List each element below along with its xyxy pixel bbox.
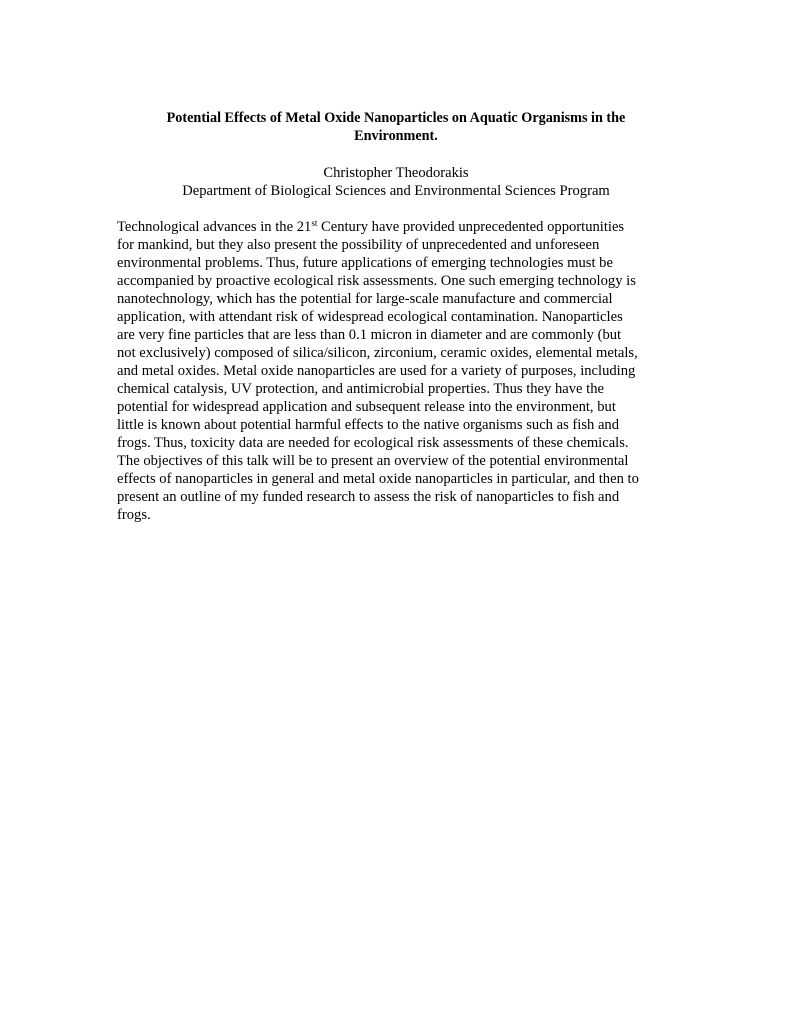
- abstract-line: effects of nanoparticles in general and metal oxide nanoparticles in particular, and then to: [117, 471, 639, 487]
- abstract-line: accompanied by proactive ecological risk assessments. One such emerging technology is: [117, 273, 636, 289]
- abstract-line: frogs. Thus, toxicity data are needed for ecological risk assessments of these chemicals.: [117, 435, 629, 451]
- abstract-line: The objectives of this talk will be to present an overview of the potential environmental: [117, 453, 629, 469]
- abstract-line: little is known about potential harmful effects to the native organisms such as fish and: [117, 417, 620, 433]
- abstract-line: and metal oxides. Metal oxide nanoparticles are used for a variety of purposes, including: [117, 363, 636, 379]
- department-affiliation: Department of Biological Sciences and Environmental Sciences Program: [182, 183, 610, 199]
- abstract-line-1-start: Technological advances in the 21: [117, 219, 312, 235]
- superscript-ordinal: st: [311, 218, 318, 228]
- abstract-line: environmental problems. Thus, future applications of emerging technologies must be: [117, 255, 613, 271]
- abstract-line: present an outline of my funded research to assess the risk of nanoparticles to fish and: [117, 489, 620, 505]
- abstract-line: application, with attendant risk of widespread ecological contamination. Nanoparticles: [117, 309, 623, 325]
- abstract-line-1-end: Century have provided unprecedented opportunities: [317, 219, 625, 235]
- abstract-line: potential for widespread application and subsequent release into the environment, but: [117, 399, 616, 415]
- abstract-line: frogs.: [117, 507, 151, 523]
- title-line-1: Potential Effects of Metal Oxide Nanoparticles on Aquatic Organisms in the: [166, 110, 626, 126]
- abstract-line: not exclusively) composed of silica/silicon, zirconium, ceramic oxides, elemental metals,: [117, 345, 638, 361]
- abstract-line: are very fine particles that are less than 0.1 micron in diameter and are commonly (but: [117, 327, 622, 343]
- abstract-line: nanotechnology, which has the potential for large-scale manufacture and commercial: [117, 291, 613, 307]
- abstract-line: for mankind, but they also present the possibility of unprecedented and unforeseen: [117, 237, 600, 253]
- abstract-line: chemical catalysis, UV protection, and antimicrobial properties. Thus they have the: [117, 381, 604, 397]
- title-line-2: Environment.: [354, 127, 438, 144]
- abstract-line-1: [117, 218, 687, 236]
- author-name: Christopher Theodorakis: [323, 165, 469, 181]
- document-title: [120, 110, 672, 145]
- abstract-body: [117, 218, 687, 524]
